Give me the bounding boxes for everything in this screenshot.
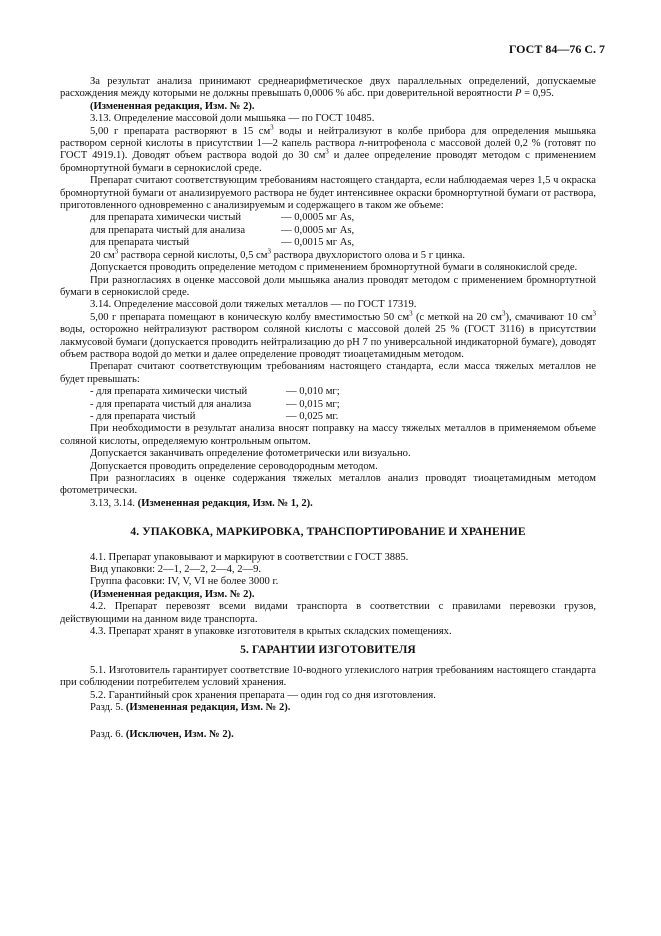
list-item: - для препарата чистый — 0,025 мг. (90, 410, 339, 422)
paragraph-result: За результат анализа принимают среднеарифметическое двух параллельных определений, допускаемые расхождения между которыми не должны превышать 0,0006 % абс. при доверительной вероятности Р = 0,95. (60, 76, 596, 100)
list-item: для препарата химически чистый — 0,0005 мг As, (90, 212, 355, 224)
section-5-edit: Разд. 5. (Измененная редакция, Изм. № 2). (90, 702, 291, 714)
section-3-14: 3.14. Определение массовой доли тяжелых металлов — по ГОСТ 17319. (90, 299, 417, 311)
paragraph-heavy-metals-criteria: Препарат считают соответствующим требованиям настоящего стандарта, если масса тяжелых металлов не будет превышать: (60, 361, 596, 385)
paragraph-heavy-metals-h2s: Допускается проводить определение сероводородным методом. (90, 460, 378, 472)
section-4-3: 4.3. Препарат хранят в упаковке изготовителя в крытых складских помещениях. (90, 626, 452, 638)
section-5-2: 5.2. Гарантийный срок хранения препарата — один год со дня изготовления. (90, 689, 436, 701)
paragraph-heavy-metals-method: 5,00 г препарата помещают в коническую колбу вместимостью 50 $см^3$ (с меткой на 20 $см^3$), смачивают 10 $см^3$ воды, осторожно нейтрализуют раствором соляной кислоты с массовой долей 25 % (ГОСТ 3116) в присутствии лакмусовой бумаги (допускается проводить нейтрализацию до pH 7 по универсальной индикаторной бумаге), доводят объем раствора водой до метки и далее определение проводят тиоацетамидным методом. (60, 309, 596, 360)
paragraph-arsenic-alt: Допускается проводить определение методом с применением бромнортутной бумаги в солянокислой среде. (90, 262, 578, 274)
section-5-1: 5.1. Изготовитель гарантирует соответствие 10-водного углекислого натрия требованиям настоящего стандарта при соблюдении потребителем условий хранения. (60, 664, 596, 689)
var-p: Р (514, 88, 522, 100)
list-item: - для препарата чистый для анализа — 0,015 мг; (90, 398, 340, 410)
list-item: для препарата чистый — 0,0015 мг As, (90, 237, 355, 249)
section-5-title: 5. ГАРАНТИИ ИЗГОТОВИТЕЛЯ (240, 644, 416, 657)
packing-group: Группа фасовки: IV, V, VI не более 3000 г. (90, 576, 279, 588)
paragraph-arsenic-criteria: Препарат считают соответствующим требованиям настоящего стандарта, если наблюдаемая через 1,5 ч окраска бромнортутной бумаги от анализируемого раствора не будет интенсивнее окраски бромнортутной бумаги от раствора, приготовленного одновременно с анализируемым и содержащего в таком же объеме: (60, 175, 596, 212)
section-6-note: Разд. 6. (Исключен, Изм. № 2). (90, 728, 234, 740)
section-4-2: 4.2. Препарат перевозят всеми видами транспорта в соответствии с правилами перевозки грузов, действующими на данном виде транспорта. (60, 601, 596, 625)
edit-note: 3.13, 3.14. (Измененная редакция, Изм. № 1, 2). (90, 497, 313, 509)
section-4-title: 4. УПАКОВКА, МАРКИРОВКА, ТРАНСПОРТИРОВАНИЕ И ХРАНЕНИЕ (130, 526, 526, 539)
list-item: для препарата чистый для анализа — 0,0005 мг As, (90, 224, 355, 236)
paragraph-heavy-metals-photometric: Допускается заканчивать определение фотометрически или визуально. (90, 448, 411, 460)
edit-note: (Измененная редакция, Изм. № 2). (90, 588, 255, 600)
paragraph-heavy-metals-correction: При необходимости в результат анализа вносят поправку на массу тяжелых металлов в применяемом объеме соляной кислоты, определяемую контрольным опытом. (60, 423, 596, 447)
paragraph-arsenic-reagents: 20 $см^3$ раствора серной кислоты, 0,5 $см^3$ раствора двухлористого олова и 5 г цинка. (90, 247, 466, 261)
package-type: Вид упаковки: 2—1, 2—2, 2—4, 2—9. (90, 564, 262, 576)
section-4-1: 4.1. Препарат упаковывают и маркируют в соответствии с ГОСТ 3885. (90, 551, 409, 563)
page-content (60, 76, 596, 741)
paragraph-arsenic-method: 5,00 г препарата растворяют в 15 $см^3$ воды и нейтрализуют в колбе прибора для определения мышьяка раствором серной кислоты в присутствии 1—2 капель раствора n-нитрофенола с массовой долей 0,2 % (готовят по ГОСТ 4919.1). Доводят объем раствора водой до 30 $см^3$ и далее определение проводят методом с применением бромнортутной бумаги в сернокислой среде. (60, 123, 596, 174)
list-item: - для препарата химически чистый — 0,010 мг; (90, 386, 340, 398)
edit-note: (Измененная редакция, Изм. № 2). (90, 100, 255, 112)
paragraph-heavy-metals-dispute: При разногласиях в оценке содержания тяжелых металлов анализ проводят тиоацетамидным методом фотометрически. (60, 473, 596, 497)
section-3-13: 3.13. Определение массовой доли мышьяка — по ГОСТ 10485. (90, 113, 375, 125)
page-header: ГОСТ 84—76 С. 7 (508, 42, 605, 56)
paragraph-arsenic-dispute: При разногласиях в оценке массовой доли мышьяка анализ проводят методом с применением бромнортутной бумаги в сернокислой среде. (60, 274, 596, 298)
